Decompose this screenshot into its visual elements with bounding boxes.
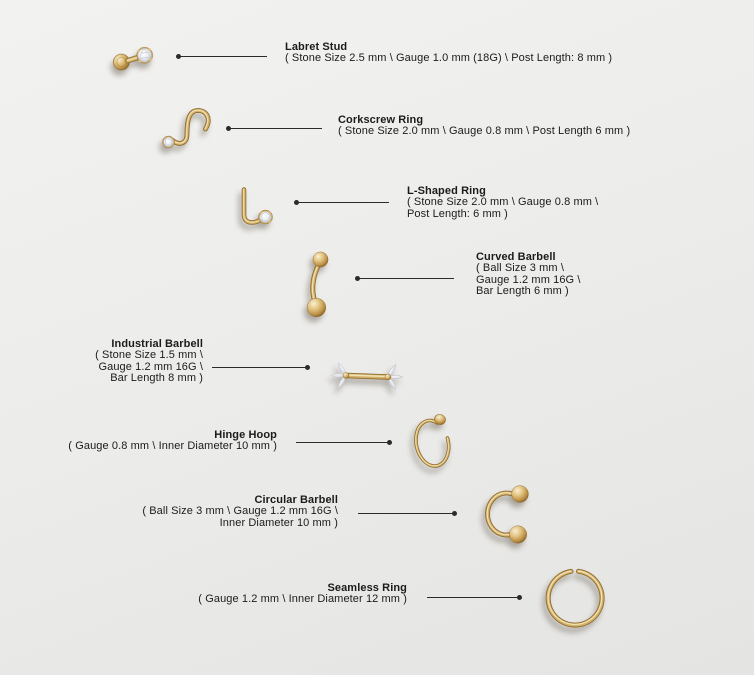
corkscrew-ring-illustration: [157, 103, 221, 158]
l-shaped-ring-label: [407, 186, 598, 220]
item-spec: Gauge 1.2 mm 16G \: [476, 273, 581, 286]
industrial-barbell-label: [95, 339, 203, 384]
l-shaped-ring-leader-line: [295, 202, 389, 203]
item-title: Seamless Ring: [327, 582, 407, 594]
hinge-hoop-leader-line: [296, 442, 391, 443]
industrial-barbell-leader-line: [212, 367, 309, 368]
item-title: Labret Stud: [285, 41, 348, 53]
item-spec: Gauge 1.2 mm 16G \: [98, 360, 203, 373]
leader-dot: [517, 595, 522, 600]
item-spec: ( Stone Size 1.5 mm \: [95, 349, 203, 362]
item-spec: ( Stone Size 2.0 mm \ Gauge 0.8 mm \: [407, 196, 599, 209]
leader-dot: [355, 276, 360, 281]
hinge-hoop-label: [68, 430, 277, 453]
labret-stud-illustration: [110, 39, 163, 84]
item-spec: Inner Diameter 10 mm ): [219, 516, 338, 529]
labret-stud-leader-line: [177, 56, 267, 57]
circular-barbell-leader-line: [358, 513, 456, 514]
seamless-ring-illustration: [541, 564, 609, 639]
item-title: Hinge Hoop: [214, 429, 277, 441]
item-spec: Bar Length 6 mm ): [476, 284, 569, 297]
circular-barbell-illustration: [474, 479, 536, 556]
corkscrew-ring-leader-line: [227, 128, 322, 129]
item-spec: ( Gauge 0.8 mm \ Inner Diameter 10 mm ): [68, 440, 277, 453]
leader-dot: [387, 440, 392, 445]
item-title: Corkscrew Ring: [338, 114, 424, 126]
l-shaped-ring-illustration: [231, 184, 277, 245]
leader-dot: [226, 126, 231, 131]
labret-stud-label: [285, 42, 612, 65]
corkscrew-ring-label: [338, 115, 630, 138]
industrial-barbell-illustration: [320, 342, 414, 403]
item-spec: ( Stone Size 2.0 mm \ Gauge 0.8 mm \ Post Length 6 mm ): [338, 125, 631, 138]
item-title: Circular Barbell: [254, 494, 338, 506]
leader-dot: [452, 511, 457, 516]
curved-barbell-leader-line: [356, 278, 454, 279]
item-spec: Post Length: 6 mm ): [407, 207, 508, 220]
item-spec: ( Stone Size 2.5 mm \ Gauge 1.0 mm (18G) \ Post Length: 8 mm ): [285, 52, 613, 65]
seamless-ring-leader-line: [427, 597, 521, 598]
item-title: Curved Barbell: [476, 251, 556, 263]
seamless-ring-label: [198, 583, 407, 606]
item-title: L-Shaped Ring: [407, 185, 486, 197]
item-title: Industrial Barbell: [111, 338, 203, 350]
leader-dot: [294, 200, 299, 205]
curved-barbell-illustration: [299, 249, 339, 324]
circular-barbell-label: [142, 495, 338, 529]
item-spec: ( Ball Size 3 mm \ Gauge 1.2 mm 16G \: [142, 505, 338, 518]
item-spec: ( Gauge 1.2 mm \ Inner Diameter 12 mm ): [198, 593, 407, 606]
leader-dot: [305, 365, 310, 370]
hinge-hoop-illustration: [409, 408, 459, 479]
item-spec: Bar Length 8 mm ): [110, 371, 203, 384]
item-spec: ( Ball Size 3 mm \: [476, 262, 564, 275]
leader-dot: [176, 54, 181, 59]
curved-barbell-label: [476, 252, 581, 297]
